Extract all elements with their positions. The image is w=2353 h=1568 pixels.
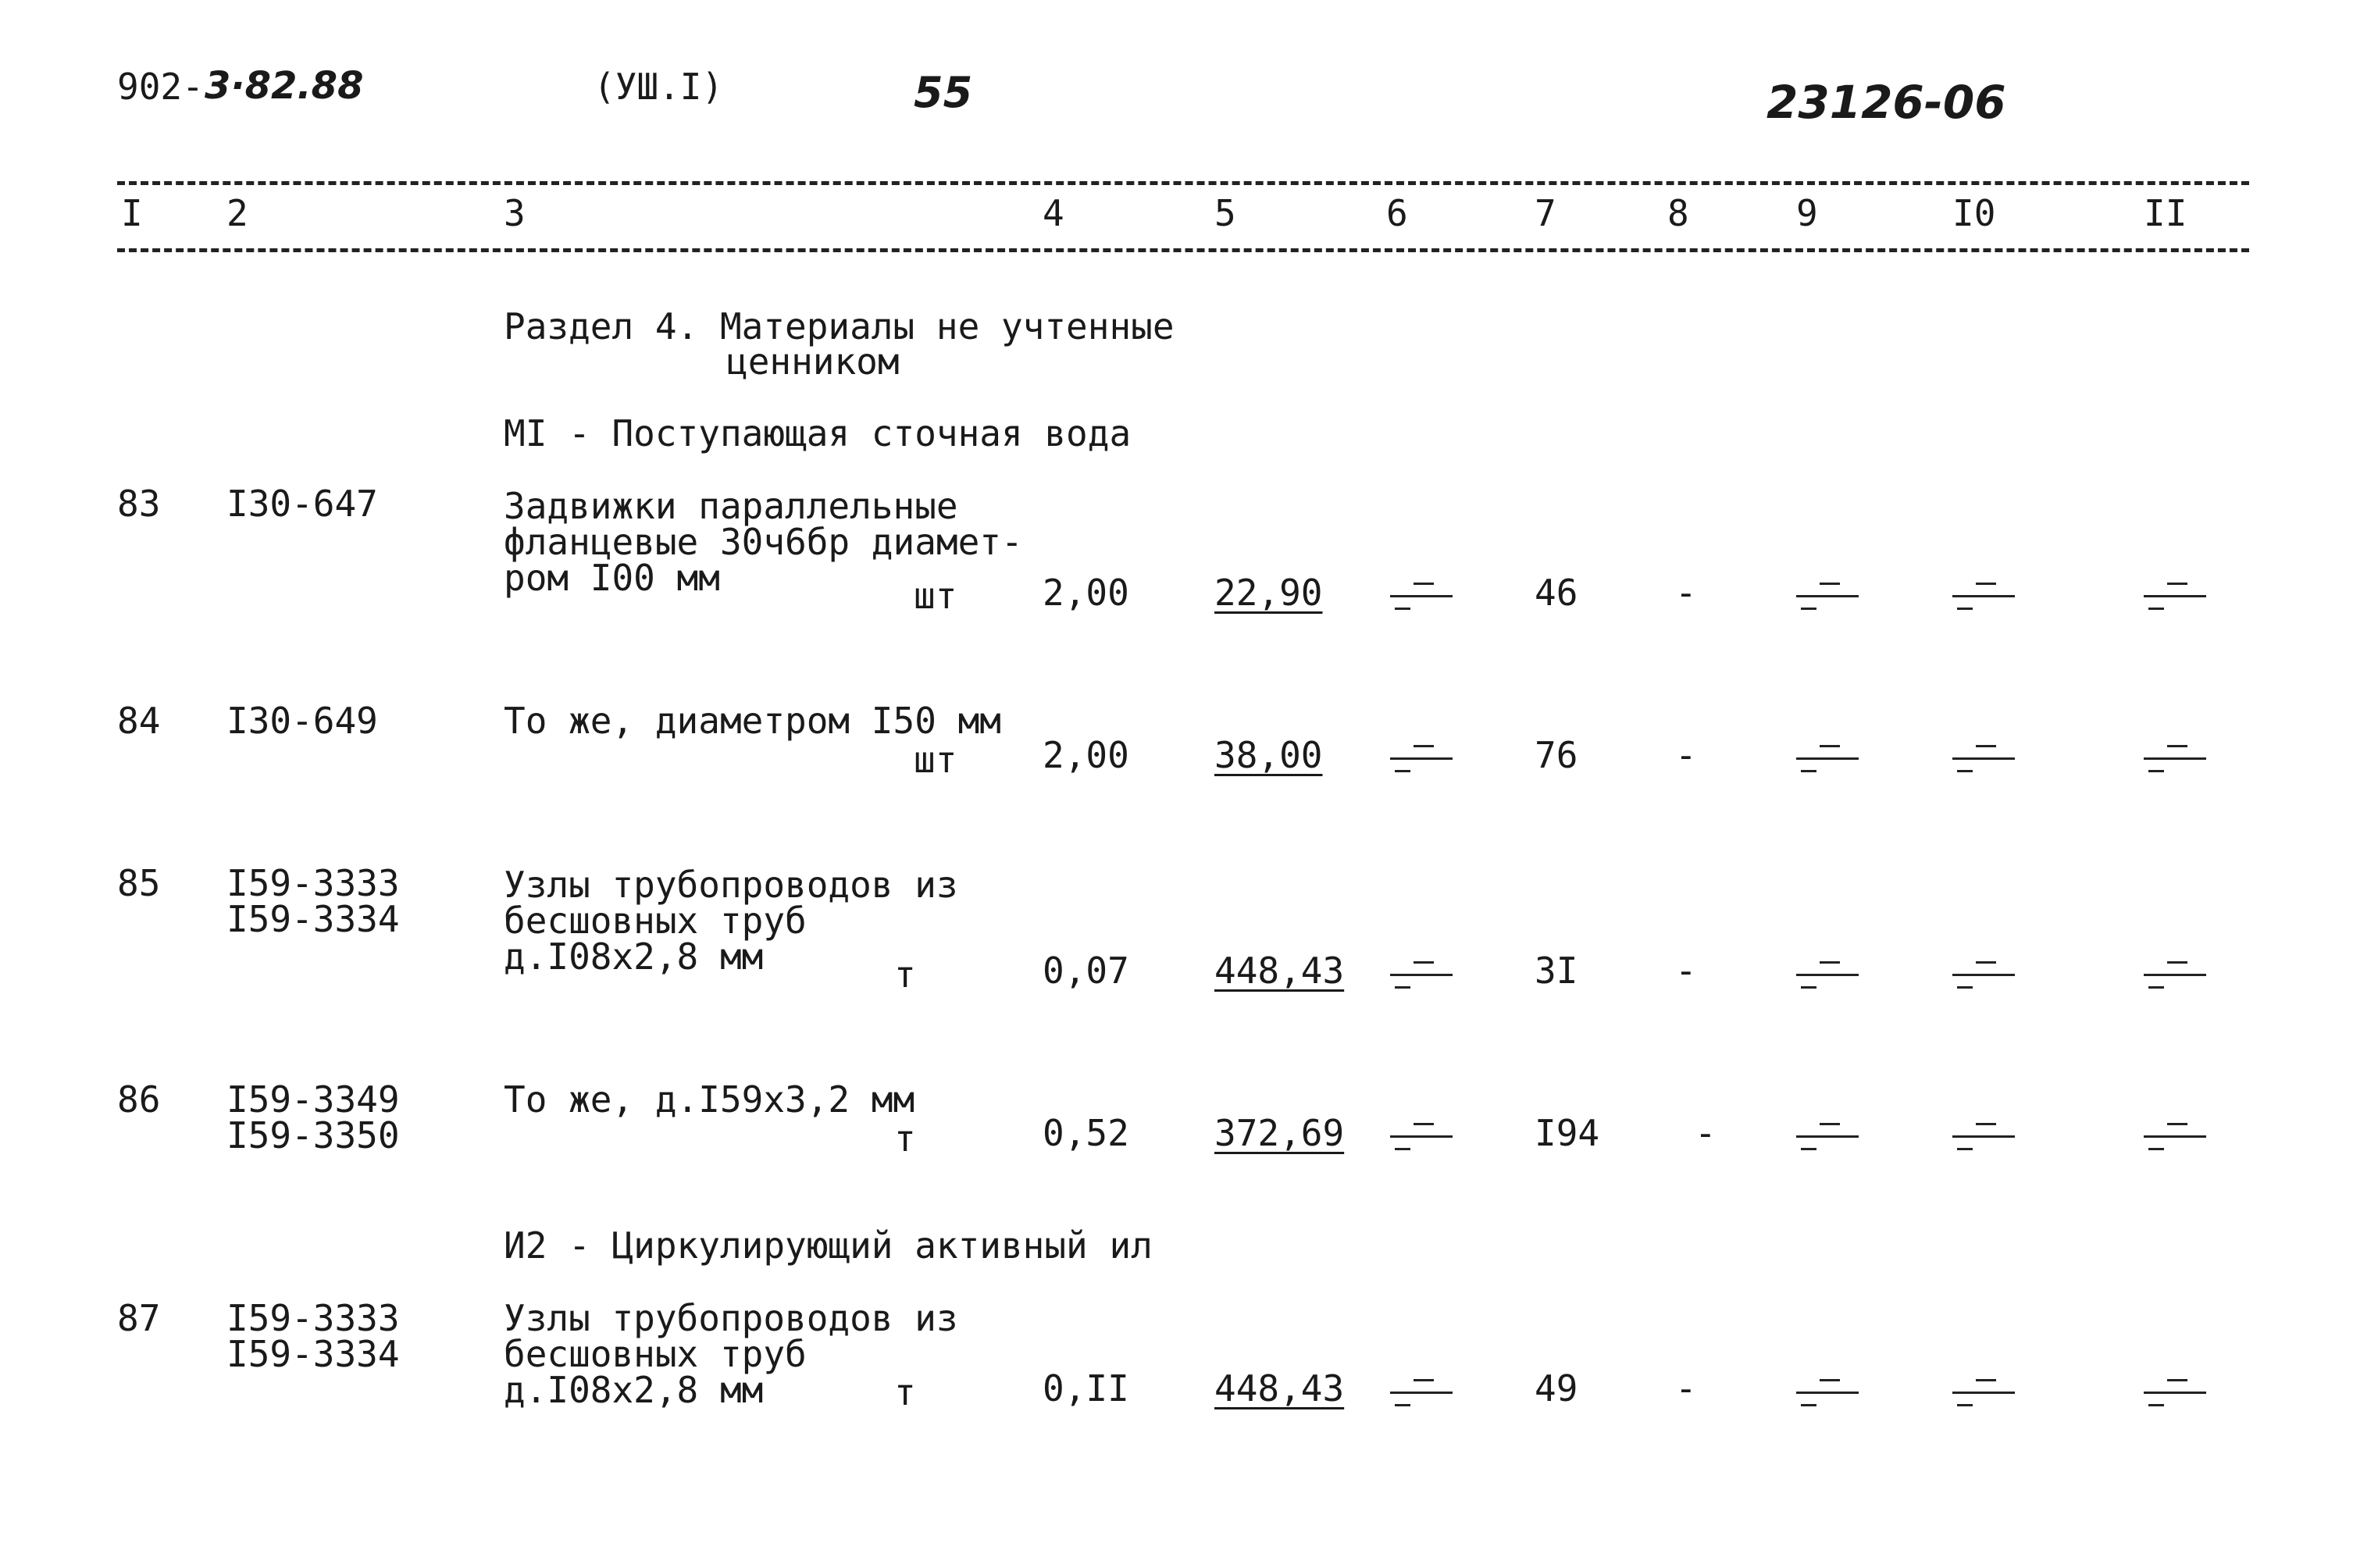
header-divider-bottom — [117, 248, 2249, 252]
group-title: И2 - Циркулирующий активный ил — [504, 1224, 1153, 1267]
ditto-mark — [1796, 1120, 1859, 1159]
row-number: 86 — [117, 1078, 161, 1121]
row-quantity: 0,52 — [1043, 1112, 1129, 1154]
row-code: I30-649 — [226, 700, 378, 742]
row-price: 372,69 — [1214, 1112, 1345, 1154]
col-header-3: 3 — [504, 192, 526, 234]
row-desc-line: То же, д.I59х3,2 мм — [504, 1078, 915, 1121]
col-header-6: 6 — [1386, 192, 1408, 234]
col-header-7: 7 — [1535, 192, 1556, 234]
col-header-2: 2 — [226, 192, 248, 234]
ditto-mark — [1952, 742, 2015, 781]
row-col7: 46 — [1535, 572, 1578, 614]
ditto-mark — [1390, 958, 1453, 997]
row-desc-line: фланцевые 30ч6бр диамет- — [504, 521, 1023, 563]
doc-code-handwritten: 3·82.88 — [205, 64, 364, 108]
row-col7: I94 — [1535, 1112, 1600, 1154]
ditto-mark — [1796, 958, 1859, 997]
row-desc-line: д.I08х2,8 мм — [504, 935, 764, 978]
ditto-mark — [1796, 1376, 1859, 1415]
row-col8: - — [1675, 950, 1697, 992]
col-header-1: I — [121, 192, 143, 234]
row-number: 83 — [117, 483, 161, 525]
row-code: I59-3333 — [226, 862, 400, 904]
doc-part: (УШ.I) — [594, 66, 724, 108]
section-title-line2: ценником — [726, 340, 900, 383]
row-quantity: 2,00 — [1043, 734, 1129, 776]
row-price: 38,00 — [1214, 734, 1323, 776]
row-col8: - — [1695, 1112, 1717, 1154]
ditto-mark — [2144, 579, 2206, 618]
header-divider-top — [117, 181, 2249, 185]
row-quantity: 0,II — [1043, 1367, 1129, 1409]
row-code: I59-3334 — [226, 1333, 400, 1375]
row-desc-line: То же, диаметром I50 мм — [504, 700, 1001, 742]
col-header-8: 8 — [1667, 192, 1689, 234]
row-quantity: 0,07 — [1043, 950, 1129, 992]
row-price: 448,43 — [1214, 1367, 1345, 1409]
row-quantity: 2,00 — [1043, 572, 1129, 614]
ditto-mark — [1952, 1376, 2015, 1415]
row-code: I59-3334 — [226, 898, 400, 940]
row-unit: т — [894, 953, 916, 996]
ditto-mark — [1952, 579, 2015, 618]
ditto-mark — [1952, 958, 2015, 997]
row-price: 22,90 — [1214, 572, 1323, 614]
row-code: I59-3333 — [226, 1297, 400, 1339]
group-title: МI - Поступающая сточная вода — [504, 412, 1132, 454]
row-desc-line: ром I00 мм — [504, 557, 720, 599]
ditto-mark — [1390, 579, 1453, 618]
ditto-mark — [1952, 1120, 2015, 1159]
doc-number: 23126-06 — [1767, 76, 2006, 129]
row-col8: - — [1675, 1367, 1697, 1409]
row-col8: - — [1675, 734, 1697, 776]
section-title-line1: Раздел 4. Материалы не учтенные — [504, 305, 1175, 347]
row-code: I59-3350 — [226, 1114, 400, 1156]
ditto-mark — [1796, 579, 1859, 618]
ditto-mark — [2144, 1120, 2206, 1159]
row-unit: т — [894, 1117, 916, 1160]
row-number: 87 — [117, 1297, 161, 1339]
ditto-mark — [2144, 1376, 2206, 1415]
ditto-mark — [1390, 742, 1453, 781]
col-header-5: 5 — [1214, 192, 1236, 234]
row-col7: 76 — [1535, 734, 1578, 776]
doc-code-prefix: 902- — [117, 66, 204, 108]
ditto-mark — [2144, 958, 2206, 997]
row-code: I59-3349 — [226, 1078, 400, 1121]
col-header-4: 4 — [1043, 192, 1064, 234]
row-desc-line: д.I08х2,8 мм — [504, 1369, 764, 1411]
row-desc-line: бесшовных труб — [504, 900, 807, 942]
page-number: 55 — [914, 68, 973, 117]
row-desc-line: бесшовных труб — [504, 1333, 807, 1375]
ditto-mark — [1796, 742, 1859, 781]
row-unit: шт — [914, 575, 957, 617]
ditto-mark — [1390, 1120, 1453, 1159]
ditto-mark — [1390, 1376, 1453, 1415]
col-header-9: 9 — [1796, 192, 1818, 234]
row-unit: шт — [914, 739, 957, 781]
row-col8: - — [1675, 572, 1697, 614]
row-desc-line: Задвижки параллельные — [504, 485, 958, 527]
row-code: I30-647 — [226, 483, 378, 525]
ditto-mark — [2144, 742, 2206, 781]
col-header-11: II — [2144, 192, 2187, 234]
row-col7: 49 — [1535, 1367, 1578, 1409]
row-col7: 3I — [1535, 950, 1578, 992]
row-desc-line: Узлы трубопроводов из — [504, 1297, 958, 1339]
col-header-10: I0 — [1952, 192, 1996, 234]
row-unit: т — [894, 1371, 916, 1413]
row-desc-line: Узлы трубопроводов из — [504, 864, 958, 906]
row-number: 85 — [117, 862, 161, 904]
row-price: 448,43 — [1214, 950, 1345, 992]
row-number: 84 — [117, 700, 161, 742]
